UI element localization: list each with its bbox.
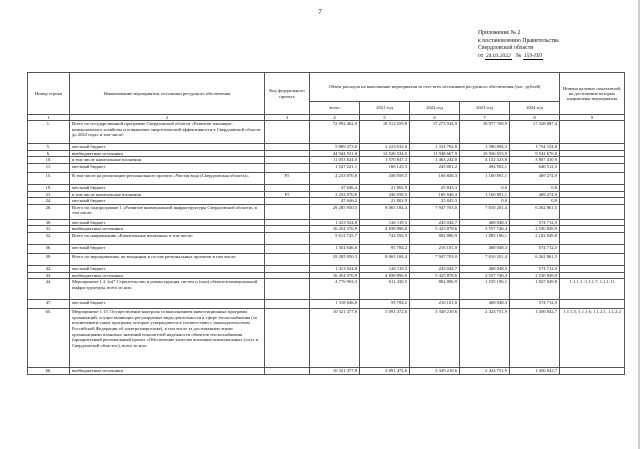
federal-project-code-cell	[265, 121, 310, 144]
financing-table	[27, 72, 625, 375]
target-indicators-cell	[560, 300, 625, 309]
target-indicators-cell	[560, 121, 625, 144]
target-indicators-cell	[560, 157, 625, 164]
measure-name-cell: В том числе на реализацию регионального проекта «Чистая вода (Свердловская область)»	[70, 173, 265, 185]
amount-2023-cell: 2 424 751,9	[460, 309, 510, 368]
row-number-cell: 11.	[28, 164, 70, 173]
amount-2021-cell: 4 838 896,0	[360, 272, 410, 279]
amount-2021-cell: 21 802,9	[360, 185, 410, 192]
target-indicators-cell	[560, 198, 625, 205]
federal-project-code-cell	[265, 219, 310, 226]
table-row	[28, 157, 625, 164]
amount-2021-cell: 21 802,9	[360, 198, 410, 205]
amount-2021-cell: 4 838 896,0	[360, 226, 410, 233]
measure-name-cell: Всего по направлению «Капитальные вложения» в том числе:	[70, 233, 265, 245]
header-federal-project-code: Код федерального проекта	[265, 73, 310, 115]
row-number-cell: 66.	[28, 368, 70, 375]
target-indicators-cell	[560, 233, 625, 245]
measure-name-cell: местный бюджет	[70, 245, 265, 254]
target-indicators-cell	[560, 185, 625, 192]
amount-2021-cell: 436 058,5	[360, 173, 410, 185]
number-label: №	[515, 52, 522, 59]
target-indicators-cell	[560, 173, 625, 185]
appendix-date-line	[478, 53, 559, 61]
amount-2022-cell: 166 846,3	[410, 191, 460, 198]
measure-name-cell: местный бюджет	[70, 164, 265, 173]
target-indicators-cell	[560, 254, 625, 266]
table-row	[28, 309, 625, 368]
table-row	[28, 198, 625, 205]
measure-name-cell: местный бюджет	[70, 144, 265, 151]
amount-2024-cell: 2 530 849,9	[510, 226, 560, 233]
amount-2022-cell: 1 463 242,0	[410, 157, 460, 164]
total-amount-cell: 4 776 963,3	[310, 279, 360, 300]
column-number: 2	[70, 115, 265, 121]
federal-project-code-cell	[265, 245, 310, 254]
amount-2022-cell: 802 886,9	[410, 233, 460, 245]
amount-2023-cell: 3 557 746,4	[460, 272, 510, 279]
target-indicators-cell	[560, 204, 625, 219]
amount-2024-cell: 574 712,5	[510, 266, 560, 273]
table-row	[28, 245, 625, 254]
amount-2022-cell: 216 101,0	[410, 245, 460, 254]
federal-project-code-cell	[265, 150, 310, 157]
measure-name-cell: Всего по государственной программе Свердловской области «Развитие жилищно-коммунального хозяйства и повышение энергетической эффективности в Свердловской области до 2024 года» в том числе:	[70, 121, 265, 144]
amount-2024-cell: 0,0	[510, 198, 560, 205]
total-amount-cell: 5 612 725,7	[310, 233, 360, 245]
amount-2021-cell: 742 592,9	[360, 233, 410, 245]
total-amount-cell: 10 321 477,8	[310, 368, 360, 375]
target-indicators-cell	[560, 368, 625, 375]
amount-2021-cell: 436 058,5	[360, 191, 410, 198]
amount-2024-cell: 2 182 049,8	[510, 233, 560, 245]
target-indicators-cell	[560, 144, 625, 151]
amount-2022-cell: 7 947 703,0	[410, 204, 460, 219]
row-number-cell: 43.	[28, 272, 70, 279]
header-year: 2023 год	[460, 102, 510, 115]
total-amount-cell: 10 321 477,8	[310, 309, 360, 368]
total-amount-cell: 16 454 370,9	[310, 226, 360, 233]
amount-2023-cell: 7 010 201,4	[460, 204, 510, 219]
header-financing: Объем расходов на выполнение мероприятия за счет всех источников ресурсного обеспечения (тыс. рублей)	[310, 73, 560, 102]
table-row	[28, 266, 625, 273]
page-number: 7	[318, 8, 322, 16]
row-number-cell: 36.	[28, 245, 70, 254]
row-number-cell: 1.	[28, 121, 70, 144]
column-number: 9	[560, 115, 625, 121]
target-indicators-cell	[560, 164, 625, 173]
federal-project-code-cell	[265, 233, 310, 245]
measure-name-cell: в том числе капитальные вложения	[70, 191, 265, 198]
amount-2024-cell: 17 328 087,4	[510, 121, 560, 144]
amount-2022-cell: 245 044,7	[410, 266, 460, 273]
amount-2021-cell: 160 125,3	[360, 164, 410, 173]
measure-name-cell: местный бюджет	[70, 198, 265, 205]
amount-2022-cell: 25 843,3	[410, 185, 460, 192]
amount-2021-cell: 18 512 659,8	[360, 121, 410, 144]
amount-2024-cell: 1 456 042,7	[510, 368, 560, 375]
amount-2021-cell: 95 784,2	[360, 245, 410, 254]
amount-2023-cell: 1 885 196,1	[460, 233, 510, 245]
row-number-cell: 31.	[28, 226, 70, 233]
amount-2021-cell: 1 570 847,3	[360, 157, 410, 164]
amount-2024-cell: 9 542 676,0	[510, 150, 560, 157]
table-row	[28, 185, 625, 192]
amount-2024-cell: 574 712,5	[510, 300, 560, 309]
row-number-cell: 42.	[28, 266, 70, 273]
total-amount-cell: 1 413 924,8	[310, 219, 360, 226]
target-indicators-cell	[560, 191, 625, 198]
amount-2024-cell: 574 712,5	[510, 219, 560, 226]
row-number-cell: 5.	[28, 144, 70, 151]
row-number-cell: 65.	[28, 309, 70, 368]
amount-2024-cell: 0,0	[510, 185, 560, 192]
table-row	[28, 219, 625, 226]
header-row	[28, 73, 625, 102]
amount-2022-cell: 245 681,2	[410, 164, 460, 173]
total-amount-cell: 44 944 531,8	[310, 150, 360, 157]
federal-project-code-cell	[265, 254, 310, 266]
amount-2021-cell: 1 223 632,0	[360, 144, 410, 151]
row-number-cell: 32.	[28, 233, 70, 245]
amount-2022-cell: 1 334 792,8	[410, 144, 460, 151]
amount-2022-cell: 802 886,9	[410, 279, 460, 300]
appendix-header	[478, 30, 559, 60]
total-amount-cell: 72 092 462,0	[310, 121, 360, 144]
amount-2023-cell: 494 902,1	[460, 164, 510, 173]
amount-2024-cell: 574 712,5	[510, 245, 560, 254]
amount-2024-cell: 1 456 042,7	[510, 309, 560, 368]
amount-2023-cell: 7 010 201,4	[460, 254, 510, 266]
amount-2023-cell: 10 926 653,9	[460, 150, 510, 157]
column-number: 5	[360, 115, 410, 121]
column-number: 7	[460, 115, 510, 121]
amount-2024-cell: 469 274,9	[510, 173, 560, 185]
measure-name-cell: Мероприятие 1.2. (н)* Строительство и реконструкция систем и (или) объектов коммунальной инфраструктуры, всего из них:	[70, 279, 265, 300]
appendix-region-line: Свердловской области	[478, 45, 534, 52]
row-number-cell: 6.	[28, 150, 70, 157]
amount-2023-cell: 1 586 894,3	[460, 144, 510, 151]
from-label: от	[478, 52, 484, 59]
amount-2022-cell: 3 349 210,6	[410, 309, 460, 368]
amount-2024-cell: 6 262 861,5	[510, 254, 560, 266]
header-total: всего	[310, 102, 360, 115]
measure-name-cell: внебюджетные источники	[70, 272, 265, 279]
target-indicators-cell	[560, 272, 625, 279]
amount-2023-cell: 1 160 891,1	[460, 191, 510, 198]
total-amount-cell: 16 454 370,9	[310, 272, 360, 279]
amount-2023-cell: 2 424 751,9	[460, 368, 510, 375]
target-indicators-cell	[560, 266, 625, 273]
target-indicators-cell	[560, 226, 625, 233]
federal-project-code-cell	[265, 144, 310, 151]
amount-2022-cell: 166 846,3	[410, 173, 460, 185]
amount-2021-cell: 126 119,3	[360, 266, 410, 273]
federal-project-code-cell	[265, 272, 310, 279]
federal-project-code-cell: F5	[265, 173, 310, 185]
table-row	[28, 191, 625, 198]
measure-name-cell: местный бюджет	[70, 219, 265, 226]
row-number-cell: 15.	[28, 173, 70, 185]
total-amount-cell: 1 413 924,8	[310, 266, 360, 273]
federal-project-code-cell	[265, 198, 310, 205]
amount-2024-cell: 3 867 410,9	[510, 157, 560, 164]
measure-name-cell: местный бюджет	[70, 185, 265, 192]
table-row	[28, 173, 625, 185]
header-year: 2021 год	[360, 102, 410, 115]
federal-project-code-cell	[265, 164, 310, 173]
target-indicators-cell: 1.1.1.5, 1.1.1.6, 1.1.2.1, 1.1.2.2	[560, 309, 625, 368]
table-row	[28, 164, 625, 173]
total-amount-cell: 47 646,2	[310, 198, 360, 205]
amount-2023-cell: 468 048,3	[460, 300, 510, 309]
amount-2023-cell: 0,0	[460, 198, 510, 205]
row-number-cell: 24.	[28, 198, 70, 205]
table-row	[28, 204, 625, 219]
header-measure: Наименование мероприятия, источники ресурсного обеспечения	[70, 73, 265, 115]
amount-2024-cell: 469 274,9	[510, 191, 560, 198]
measure-name-cell: местный бюджет	[70, 266, 265, 273]
resolution-number: 159-ПП	[523, 52, 542, 59]
amount-2021-cell: 3 091 472,6	[360, 368, 410, 375]
column-number: 4	[310, 115, 360, 121]
header-year: 2024 год	[510, 102, 560, 115]
total-amount-cell: 29 285 950,3	[310, 204, 360, 219]
total-amount-cell: 11 053 824,0	[310, 157, 360, 164]
measure-name-cell: внебюджетные источники	[70, 368, 265, 375]
target-indicators-cell: 1.1.1.1.-1.1.1.7, 1.1.1.11	[560, 279, 625, 300]
amount-2024-cell: 1 827 049,8	[510, 279, 560, 300]
table-row	[28, 254, 625, 266]
amount-2023-cell: 3 557 746,4	[460, 226, 510, 233]
row-number-cell: 44.	[28, 279, 70, 300]
amount-2022-cell: 11 948 667,9	[410, 150, 460, 157]
federal-project-code-cell	[265, 279, 310, 300]
table-row	[28, 150, 625, 157]
total-amount-cell: 2 233 070,8	[310, 191, 360, 198]
federal-project-code-cell	[265, 204, 310, 219]
amount-2021-cell: 59 784,2	[360, 300, 410, 309]
measure-name-cell: Всего по мероприятиям, не входящим в состав региональных проектов в том числе:	[70, 254, 265, 266]
table-row	[28, 233, 625, 245]
amount-2023-cell: 0,0	[460, 185, 510, 192]
table-row	[28, 226, 625, 233]
table-row	[28, 272, 625, 279]
measure-name-cell: в том числе капитальные вложения	[70, 157, 265, 164]
row-number-cell: 21.	[28, 191, 70, 198]
total-amount-cell: 29 285 950,3	[310, 254, 360, 266]
column-number: 6	[410, 115, 460, 121]
federal-project-code-cell	[265, 266, 310, 273]
amount-2021-cell: 126 119,3	[360, 219, 410, 226]
amount-2022-cell: 3 349 210,6	[410, 368, 460, 375]
amount-2021-cell: 8 065 184,4	[360, 204, 410, 219]
amount-2023-cell: 468 048,3	[460, 266, 510, 273]
resolution-date: 24.03.2022	[485, 52, 511, 59]
column-number: 1	[28, 115, 70, 121]
federal-project-code-cell	[265, 185, 310, 192]
amount-2023-cell: 468 048,3	[460, 219, 510, 226]
target-indicators-cell	[560, 219, 625, 226]
total-amount-cell: 2 233 070,8	[310, 173, 360, 185]
total-amount-cell: 1 354 646,0	[310, 245, 360, 254]
table-row	[28, 279, 625, 300]
total-amount-cell: 1 547 221,1	[310, 164, 360, 173]
amount-2022-cell: 5 425 878,6	[410, 226, 460, 233]
federal-project-code-cell	[265, 157, 310, 164]
measure-name-cell: внебюджетные источники	[70, 150, 265, 157]
amount-2023-cell: 1 160 891,1	[460, 173, 510, 185]
appendix-resolution-line: к постановлению Правительства	[478, 37, 559, 44]
table-row	[28, 368, 625, 375]
table-row	[28, 121, 625, 144]
measure-name-cell: Всего по подпрограмме 1 «Развитие коммунальной инфраструктуры Свердловской области» в том числе:	[70, 204, 265, 219]
header-row-number: Номер строки	[28, 73, 70, 115]
target-indicators-cell	[560, 150, 625, 157]
row-number-cell: 26.	[28, 204, 70, 219]
row-number-cell: 39.	[28, 254, 70, 266]
federal-project-code-cell: F5	[265, 191, 310, 198]
amount-2023-cell: 468 048,3	[460, 245, 510, 254]
federal-project-code-cell	[265, 309, 310, 368]
measure-name-cell: Мероприятие 1.13. Осуществление контроля за выполнением инвестиционных программ организаций, осуществляющих регулируемые виды деятельности в сфере теплоснабжения (за исключением таких программ, которые утверждаются в соответствии с законодательством Российской Федерации об электроэнергетике), в том числе за достижением этими организациями плановых значений показателей надежности объектов теплоснабжения (приоритетный региональный проект «Обеспечение качества жилищно-коммунальных услуг в Свердловской области»), всего из них:	[70, 309, 265, 368]
amount-2024-cell: 6 262 861,5	[510, 204, 560, 219]
amount-2022-cell: 5 425 878,6	[410, 272, 460, 279]
row-number-cell: 30.	[28, 219, 70, 226]
amount-2023-cell: 4 152 323,8	[460, 157, 510, 164]
amount-2021-cell: 611 430,5	[360, 279, 410, 300]
amount-2021-cell: 8 065 184,4	[360, 254, 410, 266]
row-number-cell: 19.	[28, 185, 70, 192]
federal-project-code-cell	[265, 226, 310, 233]
amount-2021-cell: 12 526 534,0	[360, 150, 410, 157]
row-number-cell: 10.	[28, 157, 70, 164]
amount-2024-cell: 2 530 849,9	[510, 272, 560, 279]
table-row	[28, 300, 625, 309]
amount-2022-cell: 17 273 944,9	[410, 121, 460, 144]
amount-2021-cell: 3 091 472,6	[360, 309, 410, 368]
amount-2022-cell: 7 947 703,0	[410, 254, 460, 266]
amount-2022-cell: 216 101,0	[410, 300, 460, 309]
target-indicators-cell	[560, 245, 625, 254]
measure-name-cell: местный бюджет	[70, 300, 265, 309]
row-number-cell: 47.	[28, 300, 70, 309]
amount-2024-cell: 1 754 154,8	[510, 144, 560, 151]
total-amount-cell: 5 889 473,0	[310, 144, 360, 151]
amount-2023-cell: 1 535 196,1	[460, 279, 510, 300]
federal-project-code-cell	[265, 300, 310, 309]
table-row	[28, 144, 625, 151]
amount-2022-cell: 245 044,7	[410, 219, 460, 226]
column-number: 8	[510, 115, 560, 121]
measure-name-cell: внебюджетные источники	[70, 226, 265, 233]
amount-2023-cell: 18 977 769,9	[460, 121, 510, 144]
total-amount-cell: 1 318 646,0	[310, 300, 360, 309]
header-target-indicators: Номера целевых показателей, на достижение которых направлены мероприятия	[560, 73, 625, 115]
header-year: 2022 год	[410, 102, 460, 115]
amount-2024-cell: 646 512,5	[510, 164, 560, 173]
appendix-title: Приложение № 2	[478, 30, 521, 36]
federal-project-code-cell	[265, 368, 310, 375]
total-amount-cell: 47 646,2	[310, 185, 360, 192]
column-number: 3	[265, 115, 310, 121]
amount-2022-cell: 25 843,3	[410, 198, 460, 205]
